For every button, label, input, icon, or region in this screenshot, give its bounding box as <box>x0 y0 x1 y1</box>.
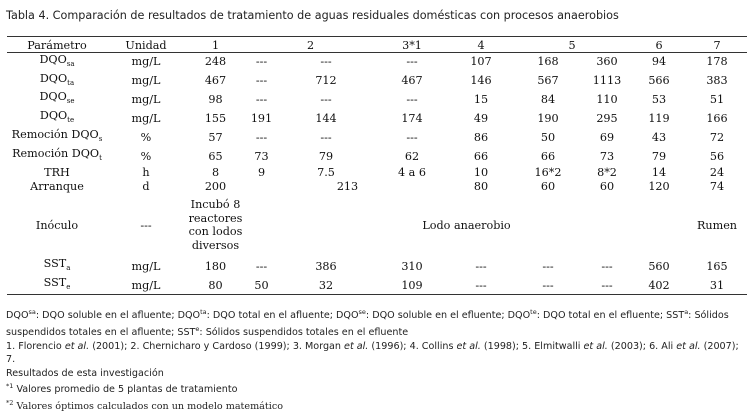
value-cell: 32 <box>318 278 334 292</box>
value-cell: --- <box>542 278 554 292</box>
value-cell: 386 <box>315 259 337 273</box>
value-cell: --- <box>255 93 268 107</box>
value-cell: --- <box>406 93 418 107</box>
value-cell: 310 <box>401 259 423 273</box>
value-cell: 50 <box>254 278 269 292</box>
header-cell: 4 <box>477 39 485 53</box>
top-rule <box>7 36 747 37</box>
header-cell: Unidad <box>125 39 167 53</box>
value-cell: 60 <box>540 179 556 193</box>
value-cell: --- <box>542 259 554 273</box>
header-cell: 1 <box>211 39 220 53</box>
value-cell: 1113 <box>592 74 622 88</box>
value-cell: --- <box>255 130 268 144</box>
value-cell: 56 <box>709 149 725 163</box>
value-cell: 84 <box>540 93 556 107</box>
unit-cell: % <box>140 130 152 144</box>
unit-cell: --- <box>140 218 152 232</box>
value-cell: 15 <box>473 93 489 107</box>
value-cell: 165 <box>706 259 728 273</box>
header-cell: 3*1 <box>402 39 422 53</box>
value-cell: 43 <box>651 130 667 144</box>
parameter-cell: $SST_a$ <box>43 257 71 273</box>
value-cell: 69 <box>599 130 615 144</box>
table-notes <box>6 306 750 414</box>
value-cell: 8 <box>211 165 220 179</box>
table-row <box>7 90 747 109</box>
value-cell: 14 <box>651 165 667 179</box>
footnote-1: $^{*1}$ Valores promedio de 5 plantas de tratamiento <box>6 382 238 396</box>
unit-cell: d <box>142 179 150 193</box>
table-row <box>7 53 747 72</box>
value-cell: 110 <box>596 93 618 107</box>
value-cell: --- <box>255 259 268 273</box>
value-cell: 467 <box>401 74 423 88</box>
header-cell: 5 <box>568 39 576 53</box>
header-cell: Parámetro <box>27 39 87 53</box>
value-cell: 119 <box>648 111 670 125</box>
value-cell: --- <box>475 278 487 292</box>
value-cell: Lodo anaerobio <box>422 218 511 232</box>
value-cell: 79 <box>651 149 667 163</box>
parameter-cell: Arranque <box>30 179 84 193</box>
value-cell: 74 <box>709 179 725 193</box>
value-cell: 66 <box>473 149 489 163</box>
value-cell: 9 <box>257 165 266 179</box>
table-row <box>7 147 747 166</box>
value-cell: 109 <box>401 278 423 292</box>
table-row <box>7 257 747 276</box>
parameter-cell: $DQO_{sa}$ <box>39 52 75 69</box>
header-cell: 6 <box>655 39 663 53</box>
unit-cell: mg/L <box>131 111 161 125</box>
value-cell: --- <box>406 55 418 69</box>
value-cell: 166 <box>706 111 728 125</box>
value-cell: 402 <box>648 278 670 292</box>
value-cell: 144 <box>315 111 337 125</box>
parameter-cell: $DQO_{se}$ <box>39 90 75 106</box>
value-cell: 16*2 <box>534 165 562 179</box>
value-cell: 31 <box>709 278 725 292</box>
value-cell: --- <box>475 259 487 273</box>
value-cell: 8*2 <box>597 165 617 179</box>
value-cell: 120 <box>648 179 670 193</box>
value-cell: 566 <box>648 74 670 88</box>
value-cell: 155 <box>204 111 227 125</box>
parameter-cell: $DQO_{ta}$ <box>39 71 75 87</box>
value-cell: Rumen <box>696 218 738 232</box>
value-cell: 73 <box>599 149 615 163</box>
value-cell: 72 <box>709 130 725 144</box>
value-cell: 360 <box>596 55 618 69</box>
table-row <box>7 128 747 147</box>
table-row <box>7 109 747 128</box>
value-cell: 200 <box>204 179 227 193</box>
results-table <box>7 39 747 295</box>
footnote-2: $^{*2}$ Valores óptimos calculados con un modelo matemático <box>6 399 283 413</box>
value-cell: 66 <box>540 149 556 163</box>
unit-cell: % <box>140 149 152 163</box>
value-cell: 57 <box>208 130 223 144</box>
value-cell: 94 <box>651 55 667 69</box>
value-cell: 7.5 <box>317 165 335 179</box>
value-cell: --- <box>601 278 613 292</box>
value-cell: 178 <box>706 55 728 69</box>
value-cell: 98 <box>208 93 223 107</box>
value-cell: 49 <box>473 111 489 125</box>
header-cell: 7 <box>713 39 721 53</box>
value-cell: 53 <box>651 93 667 107</box>
value-cell: 168 <box>537 55 559 69</box>
value-cell: 213 <box>336 179 359 193</box>
value-cell: 73 <box>254 149 269 163</box>
value-cell: 107 <box>470 55 492 69</box>
unit-cell: mg/L <box>131 93 161 107</box>
value-cell: 50 <box>540 130 556 144</box>
value-cell: 24 <box>709 165 725 179</box>
parameter-cell: Inóculo <box>35 218 79 232</box>
value-cell: 180 <box>204 259 227 273</box>
table-caption: Tabla 4. Comparación de resultados de tratamiento de aguas residuales domésticas con procesos anaerobios <box>6 9 619 22</box>
table-row <box>7 72 747 91</box>
parameter-cell: $DQO_{te}$ <box>39 109 75 125</box>
parameter-cell: $SST_e$ <box>43 276 71 292</box>
value-cell: --- <box>320 93 332 107</box>
value-cell: --- <box>255 55 268 69</box>
value-cell: 560 <box>648 259 670 273</box>
value-cell: 60 <box>599 179 615 193</box>
value-cell: 51 <box>709 93 725 107</box>
value-cell: 80 <box>473 179 489 193</box>
value-cell: --- <box>320 55 332 69</box>
unit-cell: mg/L <box>131 278 161 292</box>
value-cell: 295 <box>596 111 618 125</box>
unit-cell: h <box>142 165 150 179</box>
value-cell: --- <box>320 130 332 144</box>
value-cell: 65 <box>208 149 223 163</box>
value-cell: 712 <box>315 74 337 88</box>
value-cell: 248 <box>204 55 227 69</box>
unit-cell: mg/L <box>131 74 161 88</box>
value-cell: 383 <box>706 74 728 88</box>
table-row <box>7 276 747 295</box>
value-cell: Incubó 8 reactores con lodos diversos <box>188 198 243 252</box>
value-cell: 146 <box>470 74 492 88</box>
value-cell: 467 <box>204 74 227 88</box>
parameter-cell: Remoción $DQO_t$ <box>12 146 102 163</box>
value-cell: 4 a 6 <box>397 165 427 179</box>
table-row <box>7 166 747 180</box>
unit-cell: mg/L <box>131 259 161 273</box>
table-row <box>7 180 747 194</box>
value-cell: --- <box>601 259 613 273</box>
value-cell: 79 <box>318 149 334 163</box>
value-cell: 62 <box>404 149 420 163</box>
header-cell: 2 <box>306 39 315 53</box>
abbreviations-note: $DQO^{sa}$: DQO soluble en el afluente; $DQO^{ta}$: DQO total en el afluente; $DQO^{se}$: DQO soluble en el efluente; $DQO^{te}$: DQO total en el efluente; SST$^a$: Sólidos suspendidos totales en el afluente; SST$^e$: Sólidos suspendidos totales en el efluente <box>6 308 729 338</box>
value-cell: 10 <box>473 165 489 179</box>
value-cell: 174 <box>401 111 423 125</box>
header-row <box>7 39 747 53</box>
table-row <box>7 193 747 257</box>
value-cell: 86 <box>473 130 489 144</box>
unit-cell: mg/L <box>131 55 161 69</box>
references-note: 1. Florencio et al. (2001); 2. Chernicharo y Cardoso (1999); 3. Morgan et al. (1996); 4. Collins et al. (1998); 5. Elmitwalli et al. (2003); 6. Ali et al. (2007); 7. Resultados de esta investigación <box>6 340 739 379</box>
value-cell: --- <box>255 74 268 88</box>
parameter-cell: Remoción $DQO_s$ <box>11 128 103 144</box>
value-cell: --- <box>406 130 418 144</box>
value-cell: 190 <box>537 111 559 125</box>
value-cell: 567 <box>537 74 559 88</box>
value-cell: 191 <box>250 111 273 125</box>
value-cell: 80 <box>208 278 223 292</box>
parameter-cell: TRH <box>44 165 70 179</box>
